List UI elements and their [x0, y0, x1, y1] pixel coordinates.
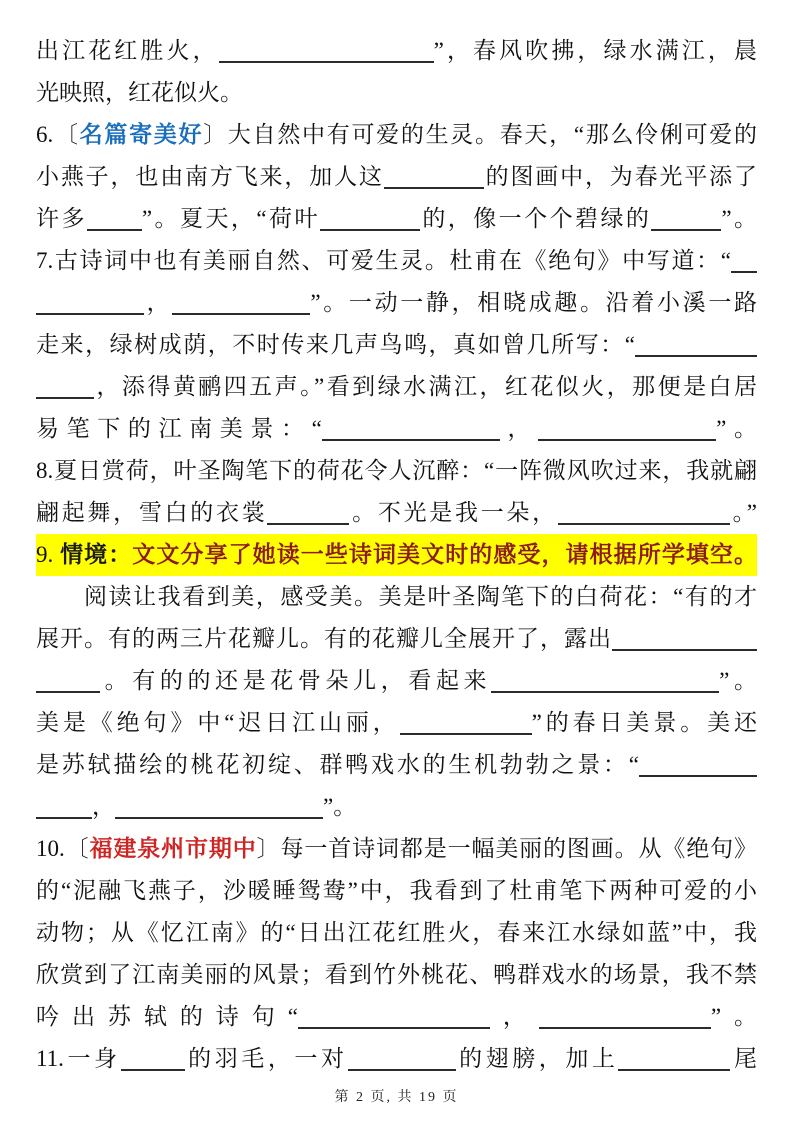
q9-line-2: [36, 576, 757, 618]
fill-in-blank: [384, 161, 484, 189]
q9-line-5: [36, 702, 757, 744]
text-segment: 的羽毛，一对: [184, 1046, 348, 1071]
fill-in-blank: [115, 791, 323, 819]
fill-in-blank: [639, 749, 757, 777]
q9-line-3: [36, 618, 757, 660]
fill-in-blank: [87, 203, 142, 231]
fill-in-blank: [635, 329, 757, 357]
fill-in-blank: [612, 623, 757, 651]
fill-in-blank: [491, 665, 719, 693]
fill-in-blank: [36, 791, 92, 819]
q7-line-1: [36, 240, 757, 282]
q5-continuation-line-2: [36, 72, 757, 114]
q9-line-6: [36, 744, 757, 786]
q6-line-1: [36, 114, 757, 156]
q7-line-3: [36, 324, 757, 366]
question-number: 11.一身: [36, 1046, 121, 1071]
text-segment: 尾: [730, 1046, 757, 1071]
text-segment: ”。: [710, 1004, 757, 1029]
text-segment: 动物；从《忆江南》的“日出江花红胜火，春来江水绿如蓝”中，我: [36, 920, 757, 945]
q9-line-4: [36, 660, 757, 702]
text-segment: 走来，绿树成荫，不时传来几声鸟鸣，真如曾几所写：“: [36, 332, 635, 357]
question-number: 9.: [36, 542, 54, 567]
q10-line-1: [36, 828, 757, 870]
fill-in-blank: [538, 413, 716, 441]
fill-in-blank: [121, 1043, 185, 1071]
question-number: 10.〔: [36, 836, 90, 861]
text-segment: 〕大自然中有可爱的生灵。春天，“那么伶俐可爱的: [203, 122, 757, 147]
q10-line-3: [36, 912, 757, 954]
text-segment: ”。: [721, 206, 757, 231]
text-segment: 8.夏日赏荷，叶圣陶笔下的荷花令人沉醉：“一阵微风吹过来，我就翩: [36, 458, 757, 483]
fill-in-blank: [539, 1001, 711, 1029]
text-segment: 的图画中，为春光平添了: [483, 164, 757, 189]
q9-line-7: [36, 786, 757, 828]
text-segment: 展开。有的两三片花瓣儿。有的花瓣儿全展开了，露出: [36, 626, 612, 651]
fill-in-blank: [651, 203, 721, 231]
text-segment: ”，春风吹拂，绿水满江，晨: [433, 38, 757, 63]
q6-line-3: [36, 198, 757, 240]
text-segment: 7.古诗词中也有美丽自然、可爱生灵。杜甫在《绝句》中写道：“: [36, 248, 731, 273]
text-segment: 欣赏到了江南美丽的风景；看到竹外桃花、鸭群戏水的场景，我不禁: [36, 962, 757, 987]
text-segment: 〕每一首诗词都是一幅美丽的图画。从《绝句》: [256, 836, 757, 861]
fill-in-blank: [320, 203, 420, 231]
q7-line-4: [36, 366, 757, 408]
fill-in-blank: [172, 287, 310, 315]
fill-in-blank: [348, 1043, 456, 1071]
source-tag-blue: 名篇寄美好: [79, 122, 204, 147]
q11-line-1: [36, 1038, 757, 1080]
text-segment: 许多: [36, 206, 87, 231]
q10-line-4: [36, 954, 757, 996]
text-segment: 美是《绝句》中“迟日江山丽，: [36, 710, 400, 735]
situation-text: 文文分享了她读一些诗词美文时的感受，请根据所学填空。: [132, 542, 757, 567]
text-segment: 易笔下的江南美景：“: [36, 416, 322, 441]
text-segment: 的翅膀，加上: [455, 1046, 619, 1071]
text-segment: ，: [92, 794, 115, 819]
text-segment: 阅读让我看到美，感受美。美是叶圣陶笔下的白荷花：“有的才: [84, 584, 757, 609]
text-segment: ”。夏天，“荷叶: [141, 206, 320, 231]
q7-line-5: [36, 408, 757, 450]
fill-in-blank: [400, 707, 532, 735]
q7-line-2: [36, 282, 757, 324]
fill-in-blank: [298, 1001, 490, 1029]
q10-line-2: [36, 870, 757, 912]
q5-continuation-line-1: [36, 30, 757, 72]
text-segment: 光映照，红花似火。: [36, 80, 243, 105]
question-number: 6.〔: [36, 122, 80, 147]
fill-in-blank: [36, 665, 100, 693]
text-segment: 。”: [729, 500, 757, 525]
q8-line-2: [36, 492, 757, 534]
text-segment: 是苏轼描绘的桃花初绽、群鸭戏水的生机勃勃之景：“: [36, 752, 639, 777]
text-segment: ”的春日美景。美还: [531, 710, 757, 735]
fill-in-blank: [322, 413, 500, 441]
q10-line-5: [36, 996, 757, 1038]
text-segment: ，: [144, 290, 173, 315]
source-tag-red: 福建泉州市期中: [89, 836, 257, 861]
text-segment: ，: [499, 416, 539, 441]
fill-in-blank: [219, 35, 434, 63]
text-segment: ，: [489, 1004, 539, 1029]
text-segment: 翩起舞，雪白的衣裳: [36, 500, 268, 525]
q8-line-1: [36, 450, 757, 492]
q9-situation-line: [36, 534, 757, 576]
fill-in-blank: [558, 497, 730, 525]
fill-in-blank: [731, 245, 757, 273]
fill-in-blank: [618, 1043, 730, 1071]
text-segment: ，添得黄鹂四五声。”看到绿水满江，红花似火，那便是白居: [94, 374, 757, 399]
text-segment: ”。: [716, 416, 757, 441]
q6-line-2: [36, 156, 757, 198]
text-segment: ”。一动一静，相晓成趣。沿着小溪一路: [310, 290, 757, 315]
text-segment: ”。: [323, 794, 357, 819]
fill-in-blank: [36, 287, 144, 315]
situation-label: 情境：: [60, 542, 133, 567]
fill-in-blank: [36, 371, 94, 399]
text-segment: 的，像一个个碧绿的: [419, 206, 652, 231]
text-segment: 。有的的还是花骨朵儿，看起来: [100, 668, 492, 693]
text-segment: 吟出苏轼的诗句“: [36, 1004, 298, 1029]
page-number-footer: 第 2 页, 共 19 页: [334, 1090, 459, 1105]
text-segment: 的“泥融飞燕子，沙暖睡鸳鸯”中，我看到了杜甫笔下两种可爱的小: [36, 878, 757, 903]
text-segment: 。不光是我一朵，: [349, 500, 558, 525]
fill-in-blank: [267, 497, 349, 525]
text-segment: 出江花红胜火，: [36, 38, 219, 63]
text-segment: 小燕子，也由南方飞来，加人这: [36, 164, 384, 189]
text-segment: ”。: [719, 668, 757, 693]
